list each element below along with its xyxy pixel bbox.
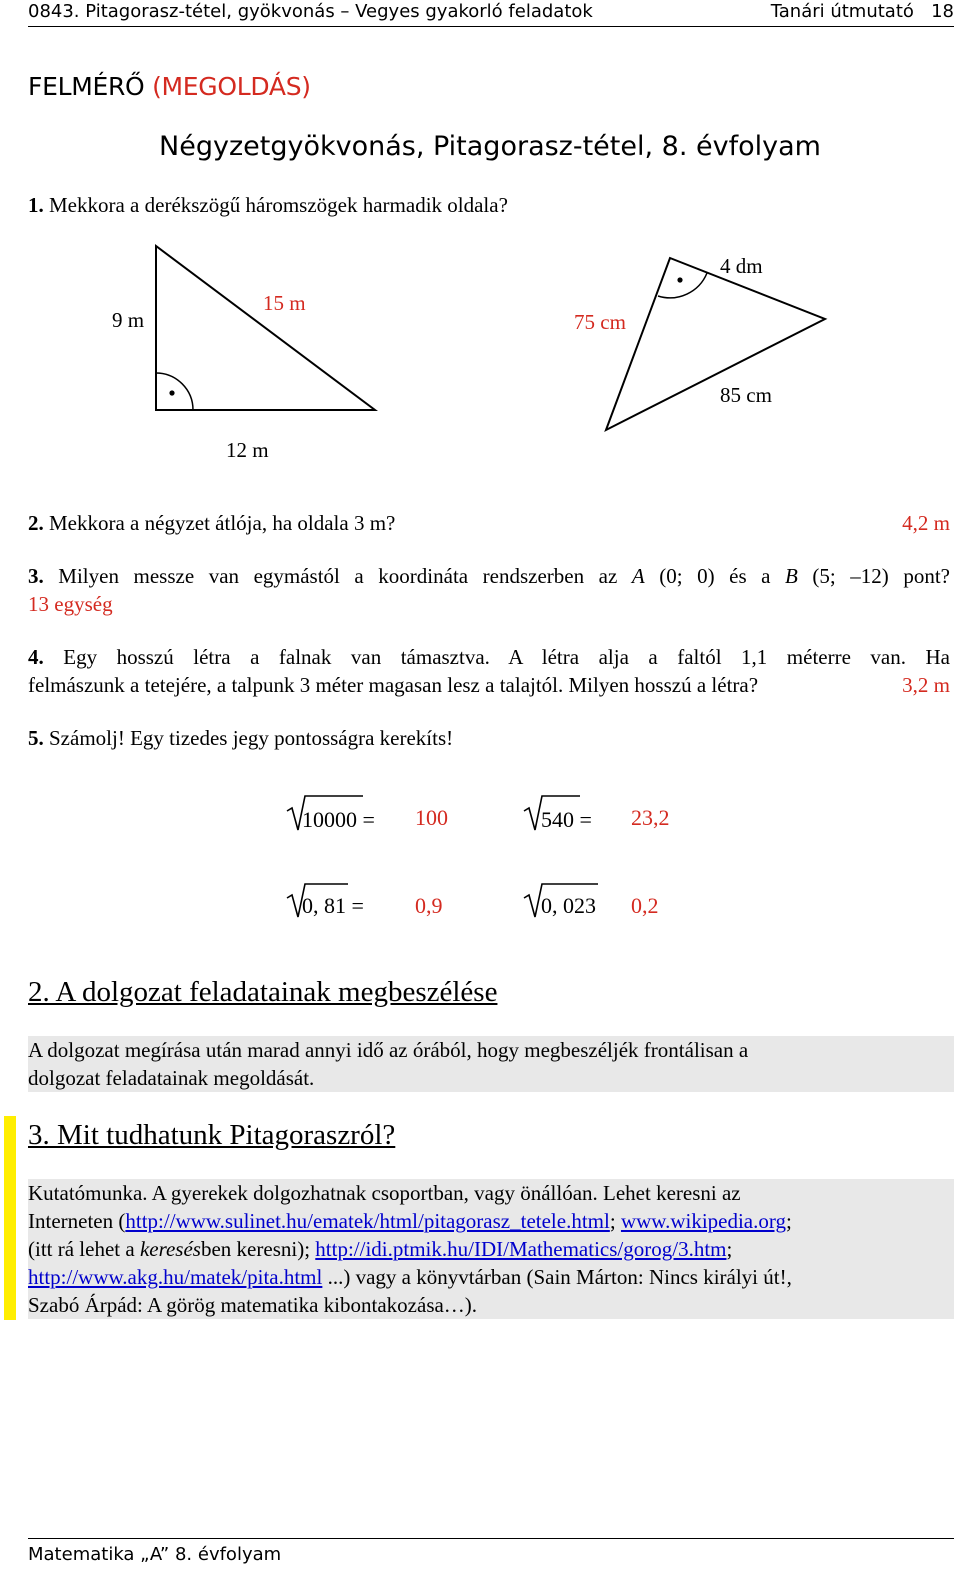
radicand: 540 xyxy=(541,807,574,832)
root-answer-4: 0,2 xyxy=(631,893,659,918)
question-text: Egy hosszú létra a falnak van támasztva. A létra alja a faltól 1,1 méterre van. Ha xyxy=(43,645,950,669)
header-title: 0843. Pitagorasz-tétel, gyökvonás – Vegyes gyakorló feladatok xyxy=(28,1,593,22)
section-2-line-2: dolgozat feladatainak megoldását. xyxy=(28,1066,315,1090)
root-expression-1 xyxy=(302,807,375,833)
root-answer-1: 100 xyxy=(415,805,448,830)
triangle-2 xyxy=(606,258,825,430)
page-subtitle: Négyzetgyökvonás, Pitagorasz-tétel, 8. évfolyam xyxy=(159,131,821,162)
section-3-line-1: Kutatómunka. A gyerekek dolgozhatnak csoportban, vagy önállóan. Lehet keresni az xyxy=(28,1181,741,1205)
page-number: 18 xyxy=(931,1,954,22)
question-3-answer: 13 egység xyxy=(28,592,113,616)
section-3-line-4 xyxy=(28,1263,954,1291)
link-wikipedia[interactable]: www.wikipedia.org xyxy=(620,1209,786,1233)
link-sulinet[interactable]: http://www.sulinet.hu/ematek/html/pitagorasz_tetele.html xyxy=(125,1209,610,1233)
root-expression-3 xyxy=(302,893,364,919)
text: ben keresni); xyxy=(200,1237,316,1261)
tri2-hypotenuse: 85 cm xyxy=(720,383,772,407)
header-right xyxy=(771,1,954,22)
radicand: 0, 023 xyxy=(541,893,596,918)
page-footer: Matematika „A” 8. évfolyam xyxy=(28,1544,282,1565)
assessment-heading xyxy=(28,72,311,101)
section-3-line-5: Szabó Árpád: A görög matematika kibontakozása…). xyxy=(28,1293,478,1317)
point-a: A xyxy=(631,564,645,588)
tri2-answer-side: 75 cm xyxy=(574,310,626,334)
section-3-line-3 xyxy=(28,1235,954,1263)
link-akg[interactable]: http://www.akg.hu/matek/pita.html xyxy=(28,1265,323,1289)
question-number: 3. xyxy=(28,564,44,588)
question-text-b: (0; 0) és a xyxy=(644,564,786,588)
root-expression-4 xyxy=(541,893,596,919)
radicand: 0, 81 xyxy=(302,893,346,918)
point-b: B xyxy=(785,564,798,588)
equals-sign: = xyxy=(579,807,592,832)
heading-black: FELMÉRŐ xyxy=(28,72,145,101)
highlight-bar xyxy=(4,1116,16,1320)
tri1-leg-vertical: 9 m xyxy=(112,308,145,332)
text: (itt rá lehet a xyxy=(28,1237,140,1261)
text: ; xyxy=(726,1237,733,1261)
section-2-title: 2. A dolgozat feladatainak megbeszélése xyxy=(28,976,498,1008)
question-text: felmászunk a tetejére, a talpunk 3 méter magasan lesz a talajtól. Milyen hosszú a létra? xyxy=(28,673,759,697)
root-answer-2: 23,2 xyxy=(631,805,670,830)
question-4-line-1 xyxy=(28,643,950,671)
question-2-answer: 4,2 m xyxy=(902,511,950,535)
root-answer-3: 0,9 xyxy=(415,893,443,918)
header-rule xyxy=(28,26,954,27)
question-1 xyxy=(28,191,508,219)
question-5 xyxy=(28,724,453,752)
link-ptmik[interactable]: http://idi.ptmik.hu/IDI/Mathematics/gorog/3.htm xyxy=(315,1237,727,1261)
section-3-box xyxy=(28,1179,954,1319)
heading-red: (MEGOLDÁS) xyxy=(152,72,311,101)
text: ; xyxy=(609,1209,621,1233)
question-text: Számolj! Egy tizedes jegy pontosságra kerekíts! xyxy=(43,726,454,750)
question-number: 2. xyxy=(28,511,44,535)
question-text: Mekkora a négyzet átlója, ha oldala 3 m? xyxy=(43,511,396,535)
header-label: Tanári útmutató xyxy=(770,1,914,22)
radicand: 10000 xyxy=(302,807,357,832)
root-expression-2 xyxy=(541,807,592,833)
triangle-figures xyxy=(0,230,960,440)
question-text: Mekkora a derékszögű háromszögek harmadik oldala? xyxy=(43,193,508,217)
tri1-leg-horizontal: 12 m xyxy=(226,438,269,462)
question-number: 1. xyxy=(28,193,44,217)
question-text-a: Milyen messze van egymástól a koordináta rendszerben az xyxy=(43,564,632,588)
question-3 xyxy=(28,562,950,590)
section-3-line-2 xyxy=(28,1207,954,1235)
section-2-box xyxy=(28,1036,954,1092)
equals-sign: = xyxy=(362,807,375,832)
footer-rule xyxy=(28,1538,954,1539)
section-2-line-1: A dolgozat megírása után marad annyi idő az órából, hogy megbeszéljék frontálisan a xyxy=(28,1038,749,1062)
question-number: 4. xyxy=(28,645,44,669)
text: Interneten ( xyxy=(28,1209,126,1233)
tri1-hypotenuse: 15 m xyxy=(263,291,306,315)
section-3-title: 3. Mit tudhatunk Pitagoraszról? xyxy=(28,1119,396,1151)
triangle-1 xyxy=(156,246,375,410)
question-4-answer: 3,2 m xyxy=(902,673,950,697)
question-text-c: (5; –12) pont? xyxy=(797,564,950,588)
text: ...) vagy a könyvtárban (Sain Márton: Nincs királyi út!, xyxy=(322,1265,792,1289)
equals-sign: = xyxy=(351,893,364,918)
question-number: 5. xyxy=(28,726,44,750)
italic-text: keresés xyxy=(139,1237,201,1261)
question-2 xyxy=(28,509,950,537)
tri2-leg-top: 4 dm xyxy=(720,254,763,278)
text: ; xyxy=(786,1209,792,1233)
question-4-line-2 xyxy=(28,671,950,699)
